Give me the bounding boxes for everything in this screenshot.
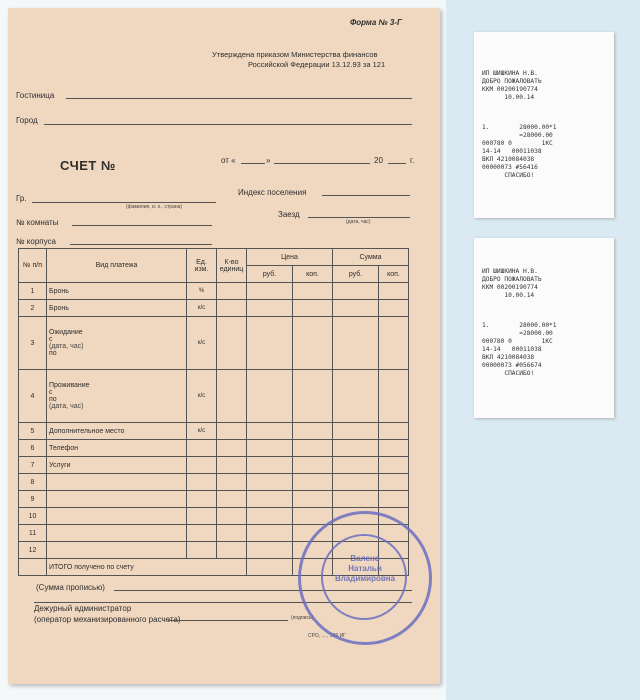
header-price-rub: руб. [247, 266, 293, 283]
row-label-block [47, 317, 187, 370]
row-to: по [49, 396, 57, 403]
print-code: СРО, ... , 929 ИГ [308, 633, 346, 639]
date-month-field [274, 163, 370, 164]
guest-label: Гр. [16, 194, 27, 203]
row-num: 10 [19, 508, 47, 525]
receipt-line: ВКЛ 4210084038 [482, 354, 535, 361]
receipt-line: 1. 28000.00*1 [482, 124, 557, 131]
stamp-line-1: Валено [350, 554, 380, 563]
row-unit [187, 474, 217, 491]
header-unit: Ед. изм. [187, 249, 217, 283]
receipt-line: 10.00.14 [482, 94, 535, 101]
room-label: № комнаты [16, 218, 59, 227]
receipt-line: =28000.00 [482, 132, 553, 139]
receipt-line: СПАСИБО! [482, 370, 535, 377]
row-num: 7 [19, 457, 47, 474]
date-year: 20 [374, 156, 383, 165]
row-num: 2 [19, 300, 47, 317]
row-to: по [49, 350, 57, 357]
row-unit [187, 457, 217, 474]
receipt-line: ВКЛ 4210084038 [482, 156, 535, 163]
row-label [47, 525, 187, 542]
approval-line-2: Российской Федерации 13.12.93 за 121 [248, 60, 386, 69]
row-unit: к/с [187, 423, 217, 440]
receipt-line: 000780 0 1КС [482, 338, 553, 345]
arrival-hint: (дата, час) [346, 219, 371, 225]
receipt-line: 1. 28000.00*1 [482, 322, 557, 329]
city-label: Город [16, 116, 38, 125]
header-payment-type: Вид платежа [47, 249, 187, 283]
row-from: с [49, 389, 53, 396]
receipt-line: 00000073 #056674 [482, 362, 542, 369]
row-unit [187, 542, 217, 559]
row-hint: (дата, час) [49, 343, 84, 350]
row-label-block [47, 370, 187, 423]
row-label: Ожидание [49, 329, 83, 336]
arrival-label: Заезд [278, 210, 300, 219]
approval-line-1: Утверждена приказом Министерства финансов [212, 50, 378, 59]
row-label [47, 474, 187, 491]
receipt-line: 00000073 #56416 [482, 164, 538, 171]
receipt-line: ДОБРО ПОЖАЛОВАТЬ [482, 78, 542, 85]
receipt-line: СПАСИБО! [482, 172, 535, 179]
stamp-line-3: Владимировна [334, 574, 396, 583]
receipt-line: 10.00.14 [482, 292, 535, 299]
hotel-label: Гостиница [16, 91, 55, 100]
building-field [70, 244, 212, 245]
row-label [47, 508, 187, 525]
stamp-line-2: Натальи [348, 564, 382, 573]
row-hint: (дата, час) [49, 403, 84, 410]
round-stamp [298, 511, 432, 645]
invoice-title: СЧЕТ № [60, 158, 116, 173]
admin-label: Дежурный администратор [34, 604, 132, 613]
row-label: Телефон [47, 440, 187, 457]
receipt-1 [474, 32, 614, 218]
receipt-line: ККМ 00200190774 [482, 284, 538, 291]
row-unit: к/с [187, 300, 217, 317]
receipt-line: 14-14 00011038 [482, 346, 542, 353]
receipt-2 [474, 238, 614, 418]
header-price: Цена [247, 249, 333, 266]
row-num: 4 [19, 370, 47, 423]
row-label: Бронь [47, 283, 187, 300]
row-unit: % [187, 283, 217, 300]
table-row [19, 440, 409, 457]
row-num: 11 [19, 525, 47, 542]
row-from: с [49, 336, 53, 343]
table-row [19, 457, 409, 474]
admin-field [168, 620, 288, 621]
row-unit: к/с [187, 317, 217, 370]
receipt-line: =28000.00 [482, 330, 553, 337]
receipt-line: ДОБРО ПОЖАЛОВАТЬ [482, 276, 542, 283]
building-label: № корпуса [16, 237, 56, 246]
row-label: Бронь [47, 300, 187, 317]
receipt-line: 000780 0 1КС [482, 140, 553, 147]
header-sum: Сумма [333, 249, 409, 266]
date-year-field [388, 163, 406, 164]
guest-field [32, 202, 216, 203]
sum-in-words-label: (Сумма прописью) [36, 583, 105, 592]
table-row [19, 370, 409, 423]
row-num: 1 [19, 283, 47, 300]
row-unit [187, 525, 217, 542]
city-field [44, 124, 412, 125]
date-mid: » [266, 156, 271, 165]
receipt-line: ККМ 00200190774 [482, 86, 538, 93]
row-num: 12 [19, 542, 47, 559]
header-sum-kop: коп. [379, 266, 409, 283]
row-label [47, 491, 187, 508]
receipt-line: ИП ШИШКИНА Н.В. [482, 268, 538, 275]
stamp-text [327, 554, 403, 584]
header-num: № п/п [19, 249, 47, 283]
header-sum-rub: руб. [333, 266, 379, 283]
total-label: ИТОГО получено по счету [47, 559, 247, 576]
arrival-field [308, 217, 410, 218]
date-from: от « [221, 156, 236, 165]
row-num: 6 [19, 440, 47, 457]
row-num: 9 [19, 491, 47, 508]
invoice-form [8, 8, 440, 684]
guest-hint: (фамилия, и. о., страна) [126, 204, 183, 210]
date-day-field [241, 163, 265, 164]
index-label: Индекс поселения [238, 188, 307, 197]
header-qty: К-во единиц [217, 249, 247, 283]
table-row [19, 283, 409, 300]
date-suffix: г. [410, 156, 415, 165]
table-row [19, 491, 409, 508]
row-unit: к/с [187, 370, 217, 423]
row-unit [187, 491, 217, 508]
hotel-field [66, 98, 412, 99]
receipt-line: ИП ШИШКИНА Н.В. [482, 70, 538, 77]
signature-label: (подпись) [291, 615, 314, 621]
row-label: Услуги [47, 457, 187, 474]
table-row [19, 474, 409, 491]
row-num: 8 [19, 474, 47, 491]
row-unit [187, 508, 217, 525]
row-label [47, 542, 187, 559]
receipt-line: 14-14 00011038 [482, 148, 542, 155]
room-field [72, 225, 212, 226]
row-label: Проживание [49, 382, 90, 389]
table-row [19, 423, 409, 440]
row-unit [187, 440, 217, 457]
form-number: Форма № 3-Г [350, 18, 402, 27]
row-num: 3 [19, 317, 47, 370]
index-field [322, 195, 410, 196]
row-label: Дополнительное место [47, 423, 187, 440]
table-row [19, 317, 409, 370]
table-row [19, 300, 409, 317]
header-price-kop: коп. [293, 266, 333, 283]
row-num: 5 [19, 423, 47, 440]
operator-label: (оператор механизированного расчета) [34, 615, 181, 624]
